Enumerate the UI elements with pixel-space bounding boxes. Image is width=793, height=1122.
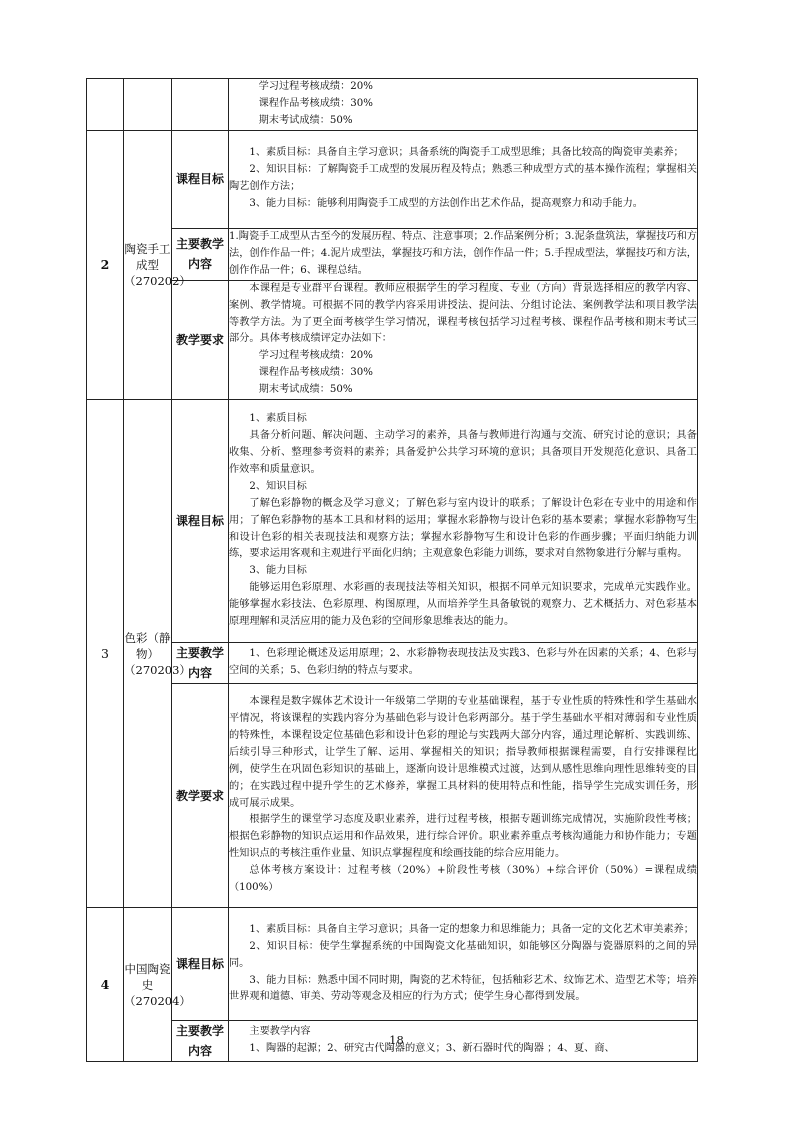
assessment-cell: 学习过程考核成绩：20% 课程作品考核成绩：30% 期末考试成绩：50% (229, 79, 698, 131)
content-cell: 1.陶瓷手工成型从古至今的发展历程、特点、注意事项；2.作品案例分析；3.泥条盘筑法，掌握技巧和方法，创作作品一件；4.泥片成型法，掌握技巧和方法，创作作品一件；5.手捏成型法，掌握技巧和方法，创作作品一件；6、课程总结。 (229, 228, 698, 280)
table-row (87, 79, 698, 131)
goals-label: 课程目标 (172, 400, 229, 643)
goals-cell: 1、素质目标：具备自主学习意识；具备系统的陶瓷手工成型思维；具备比较高的陶瓷审美素养； 2、知识目标：了解陶瓷手工成型的发展历程及特点；熟悉三种成型方式的基本操作流程；掌握相关陶艺创作方法； 3、能力目标：能够利用陶瓷手工成型的方法创作出艺术作品，提高观察力和动手能力。 (229, 130, 698, 228)
goals-label: 课程目标 (172, 908, 229, 1021)
course-number: 2 (87, 130, 124, 399)
requirements-label: 教学要求 (172, 684, 229, 908)
course-name: 陶瓷手工成型（270202） (124, 130, 172, 399)
course-name: 中国陶瓷史（270204） (124, 908, 172, 1062)
table-row (87, 228, 698, 280)
content-label: 主要教学内容 (172, 643, 229, 684)
course-number: 4 (87, 908, 124, 1062)
requirements-cell: 本课程是专业群平台课程。教师应根据学生的学习程度、专业（方向）背景选择相应的教学内容、案例、教学情境。可根据不同的教学内容采用讲授法、提问法、分组讨论法、案例教学法和项目教学法等教学方法。为了更全面考核学生学习情况，课程考核包括学习过程考核、课程作品考核和期末考试三部分。具体考核成绩评定办法如下： 学习过程考核成绩：20% 课程作品考核成绩：30% 期末考试成绩：50% (229, 280, 698, 399)
requirements-label: 教学要求 (172, 280, 229, 399)
table-row (87, 684, 698, 908)
content-label: 主要教学内容 (172, 1021, 229, 1062)
table-row (87, 908, 698, 1021)
page-number: 18 (389, 1033, 404, 1047)
table-row (87, 130, 698, 228)
goals-cell: 1、素质目标 具备分析问题、解决问题、主动学习的素养，具备与教师进行沟通与交流、研究讨论的意识；具备收集、分析、整理参考资料的素养；具备爱护公共学习环境的意识；具备项目开发规范化意识、具备工作效率和质量意识。 2、知识目标 了解色彩静物的概念及学习意义；了解色彩与室内设计的联系；了解设计色彩在专业中的用途和作用；了解色彩静物的基本工具和材料的运用；掌握水彩静物与设计色彩的基本要素；掌握水彩静物写生和设计色彩的相关表现技法和观察方法；掌握水彩静物写生和设计色彩的作画步骤；平面归纳能力训练，要求运用客观和主观进行平面化归纳；主观意象色彩能力训练，要求对自然物象进行分解与重构。 3、能力目标 能够运用色彩原理、水彩画的表现技法等相关知识，根据不同单元知识要求，完成单元实践作业。能够掌握水彩技法、色彩原理、构图原理，从而培养学生具备敏锐的观察力、艺术概括力、对色彩基本原理理解和灵活应用的能力及色彩的空间形象思维表达的能力。 (229, 400, 698, 643)
goals-cell: 1、素质目标：具备自主学习意识；具备一定的想象力和思维能力；具备一定的文化艺术审美素养； 2、知识目标：使学生掌握系统的中国陶瓷文化基础知识，如能够区分陶器与瓷器原料的之间的异同。 3、能力目标：熟悉中国不同时期，陶瓷的艺术特征，包括釉彩艺术、纹饰艺术、造型艺术等；培养世界观和道德、审美、劳动等观念及相应的行为方式；使学生身心都得到发展。 (229, 908, 698, 1021)
course-name: 色彩（静物）（270203） (124, 400, 172, 908)
course-number: 3 (87, 400, 124, 908)
content-cell: 1、色彩理论概述及运用原理；2、水彩静物表现技法及实践3、色彩与外在因素的关系；4、色彩与空间的关系；5、色彩归纳的特点与要求。 (229, 643, 698, 684)
course-syllabus-table (86, 78, 698, 1062)
table-row (87, 400, 698, 643)
content-label: 主要教学内容 (172, 228, 229, 280)
goals-label: 课程目标 (172, 130, 229, 228)
content-cell: 主要教学内容 1、陶器的起源；2、研究古代陶器的意义；3、新石器时代的陶器 ；4、夏、商、 (229, 1021, 698, 1062)
table-row (87, 280, 698, 399)
requirements-cell: 本课程是数字媒体艺术设计一年级第二学期的专业基础课程，基于专业性质的特殊性和学生基础水平情况，将该课程的实践内容分为基础色彩与设计色彩两部分。基于学生基础水平相对薄弱和专业性质的特殊性，本课程设定位基础色彩和设计色彩的理论与实践两大部分内容，通过理论解析、实践训练、后续引导三种形式，让学生了解、运用、掌握相关的知识；指导教师根据课程需要，自行安排课程比例，使学生在巩固色彩知识的基础上，逐渐向设计思维模式过渡，达到从感性思维向理性思维转变的目的；在实践过程中提升学生的艺术修养，掌握工具材料的使用特点和性能，指导学生完成实训任务，形成可展示成果。 根据学生的课堂学习态度及职业素养，进行过程考核，根据专题训练完成情况，实施阶段性考核；根据色彩静物的知识点运用和作品效果，进行综合评价。职业素养重点考核沟通能力和协作能力；专题性知识点的考核注重作业量、知识点掌握程度和绘画技能的综合应用能力。 总体考核方案设计：过程考核（20%）+阶段性考核（30%）+综合评价（50%）=课程成绩（100%） (229, 684, 698, 908)
